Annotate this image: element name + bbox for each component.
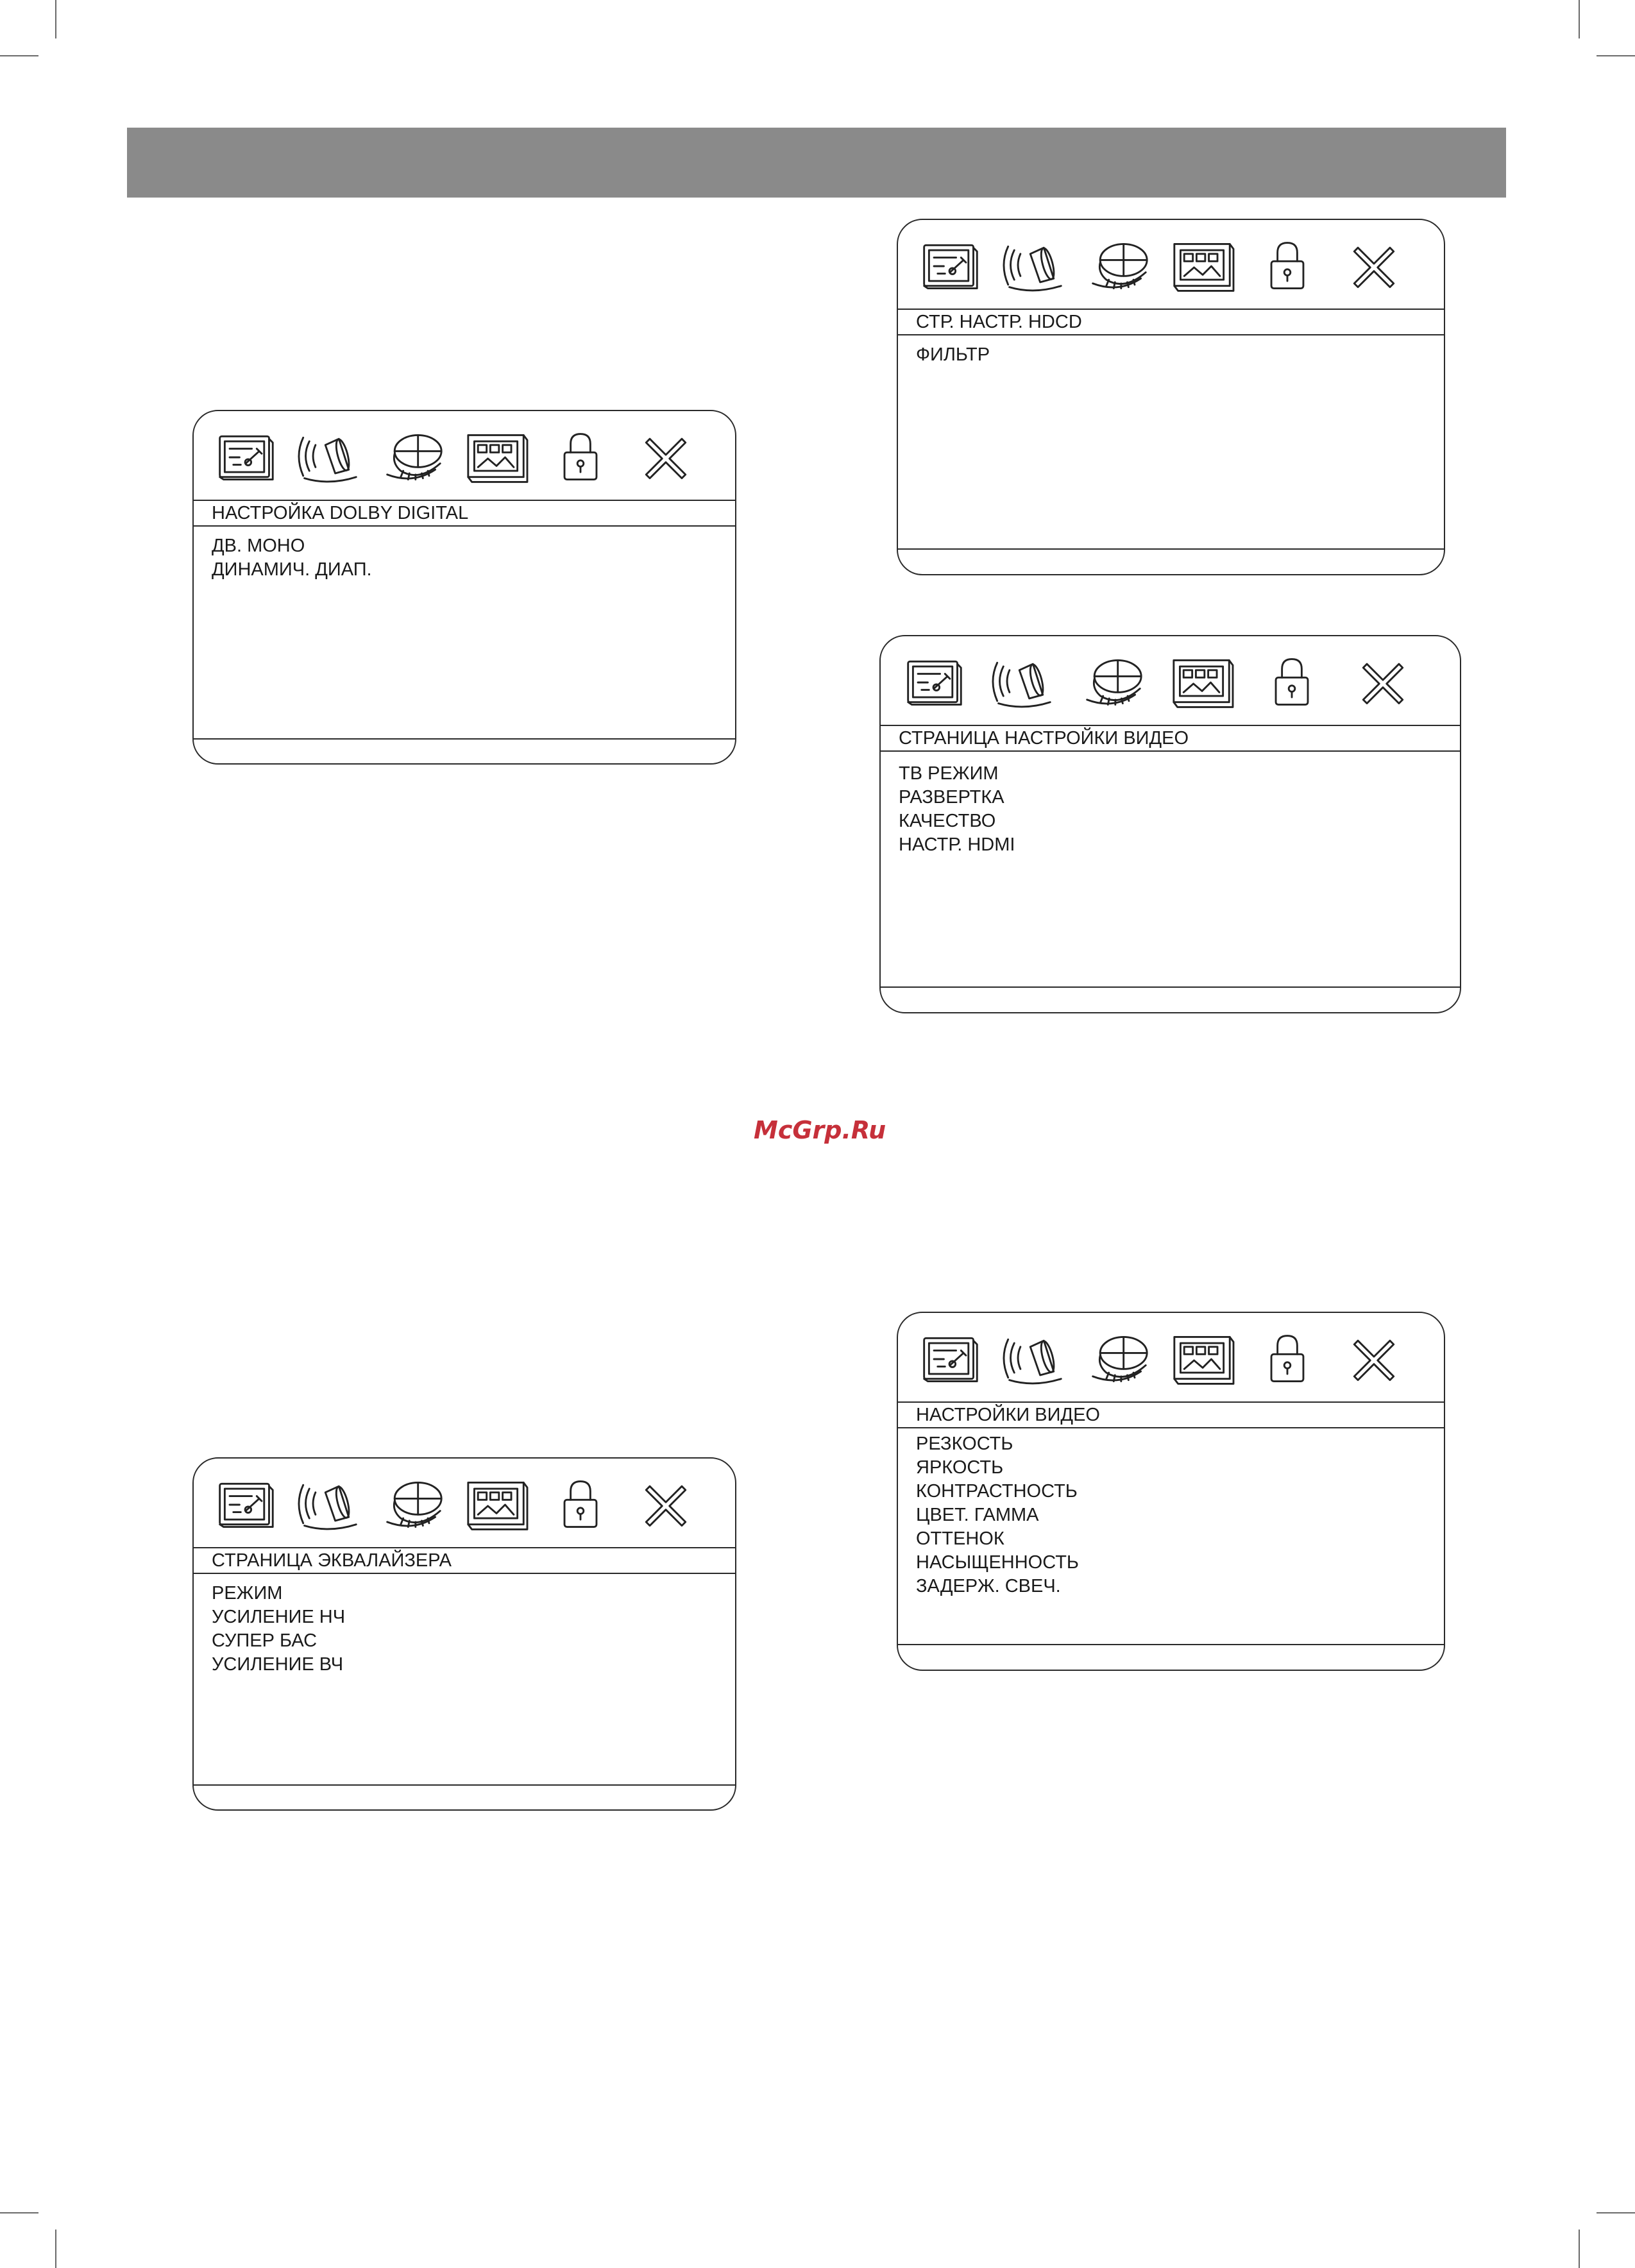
menu-item[interactable]: РЕЖИМ	[212, 1583, 283, 1604]
setup-icon[interactable]	[912, 235, 988, 297]
menu-items	[916, 343, 1431, 367]
speaker-icon[interactable]	[291, 427, 367, 488]
footer-divider	[898, 548, 1444, 550]
setup-icon[interactable]	[208, 1474, 284, 1536]
menu-title: СТР. НАСТР. HDCD	[898, 309, 1444, 335]
picture-icon[interactable]	[459, 1474, 534, 1536]
speaker-icon[interactable]	[996, 1328, 1072, 1390]
crop-mark	[55, 2230, 56, 2268]
menu-item[interactable]: УСИЛЕНИЕ ВЧ	[212, 1654, 344, 1675]
icon-row	[898, 1313, 1444, 1400]
menu-item[interactable]: НАСТР. HDMI	[899, 834, 1015, 855]
menu-title: НАСТРОЙКА DOLBY DIGITAL	[194, 500, 735, 527]
lock-icon[interactable]	[1254, 652, 1330, 713]
menu-item[interactable]: ЦВЕТ. ГАММА	[916, 1505, 1039, 1525]
crop-mark	[1579, 0, 1580, 38]
menu-item[interactable]: УСИЛЕНИЕ НЧ	[212, 1607, 346, 1627]
menu-item[interactable]: НАСЫЩЕННОСТЬ	[916, 1552, 1079, 1573]
menu-item[interactable]: ОТТЕНОК	[916, 1528, 1004, 1549]
icon-row	[881, 636, 1460, 724]
menu-title: СТРАНИЦА НАСТРОЙКИ ВИДЕО	[881, 725, 1460, 752]
menu-item[interactable]: ЯРКОСТЬ	[916, 1457, 1004, 1478]
close-icon[interactable]	[628, 427, 704, 488]
picture-icon[interactable]	[1165, 235, 1241, 297]
footer-divider	[194, 738, 735, 740]
menu-title: СТРАНИЦА ЭКВАЛАЙЗЕРА	[194, 1547, 735, 1574]
menu-title: НАСТРОЙКИ ВИДЕО	[898, 1401, 1444, 1428]
menu-items	[212, 1582, 722, 1677]
header-band	[127, 128, 1506, 198]
disc-icon[interactable]	[375, 427, 451, 488]
menu-item[interactable]: ФИЛЬТР	[916, 344, 990, 365]
watermark: McGrp.Ru	[754, 1116, 886, 1144]
menu-item[interactable]: СУПЕР БАС	[212, 1630, 318, 1651]
speaker-icon[interactable]	[985, 652, 1061, 713]
lock-icon[interactable]	[543, 1474, 618, 1536]
footer-divider	[194, 1784, 735, 1786]
close-icon[interactable]	[628, 1474, 704, 1536]
close-icon[interactable]	[1336, 1328, 1412, 1390]
menu-item[interactable]: РЕЗКОСТЬ	[916, 1434, 1013, 1454]
menu-item[interactable]: ДВ. МОНО	[212, 536, 305, 556]
crop-mark	[0, 2212, 38, 2213]
video-setup-menu	[879, 635, 1461, 1013]
disc-icon[interactable]	[1075, 652, 1151, 713]
menu-item[interactable]: КАЧЕСТВО	[899, 811, 996, 831]
crop-mark	[1579, 2230, 1580, 2268]
dolby-setup-menu	[192, 410, 736, 765]
footer-divider	[898, 1644, 1444, 1645]
menu-items	[212, 534, 722, 582]
setup-icon[interactable]	[208, 427, 284, 488]
lock-icon[interactable]	[1250, 235, 1325, 297]
footer-divider	[881, 986, 1460, 988]
close-icon[interactable]	[1345, 652, 1421, 713]
video-settings-menu	[897, 1312, 1445, 1671]
picture-icon[interactable]	[1164, 652, 1240, 713]
crop-mark	[0, 55, 38, 56]
menu-item[interactable]: РАЗВЕРТКА	[899, 787, 1004, 808]
picture-icon[interactable]	[459, 427, 534, 488]
setup-icon[interactable]	[912, 1328, 988, 1390]
crop-mark	[1597, 55, 1635, 56]
menu-item[interactable]: КОНТРАСТНОСТЬ	[916, 1481, 1078, 1502]
close-icon[interactable]	[1336, 235, 1412, 297]
disc-icon[interactable]	[1081, 235, 1156, 297]
icon-row	[898, 220, 1444, 307]
crop-mark	[55, 0, 56, 38]
menu-item[interactable]: ЗАДЕРЖ. СВЕЧ.	[916, 1576, 1061, 1596]
disc-icon[interactable]	[375, 1474, 451, 1536]
menu-item[interactable]: ДИНАМИЧ. ДИАП.	[212, 559, 372, 580]
crop-mark	[1597, 2212, 1635, 2213]
hdcd-setup-menu	[897, 219, 1445, 575]
disc-icon[interactable]	[1081, 1328, 1156, 1390]
lock-icon[interactable]	[1250, 1328, 1325, 1390]
menu-items	[916, 1432, 1431, 1598]
speaker-icon[interactable]	[996, 235, 1072, 297]
setup-icon[interactable]	[896, 652, 972, 713]
icon-row	[194, 411, 735, 498]
speaker-icon[interactable]	[291, 1474, 367, 1536]
menu-items	[899, 762, 1447, 857]
picture-icon[interactable]	[1165, 1328, 1241, 1390]
equalizer-menu	[192, 1457, 736, 1811]
lock-icon[interactable]	[543, 427, 618, 488]
icon-row	[194, 1459, 735, 1546]
menu-item[interactable]: ТВ РЕЖИМ	[899, 763, 999, 784]
